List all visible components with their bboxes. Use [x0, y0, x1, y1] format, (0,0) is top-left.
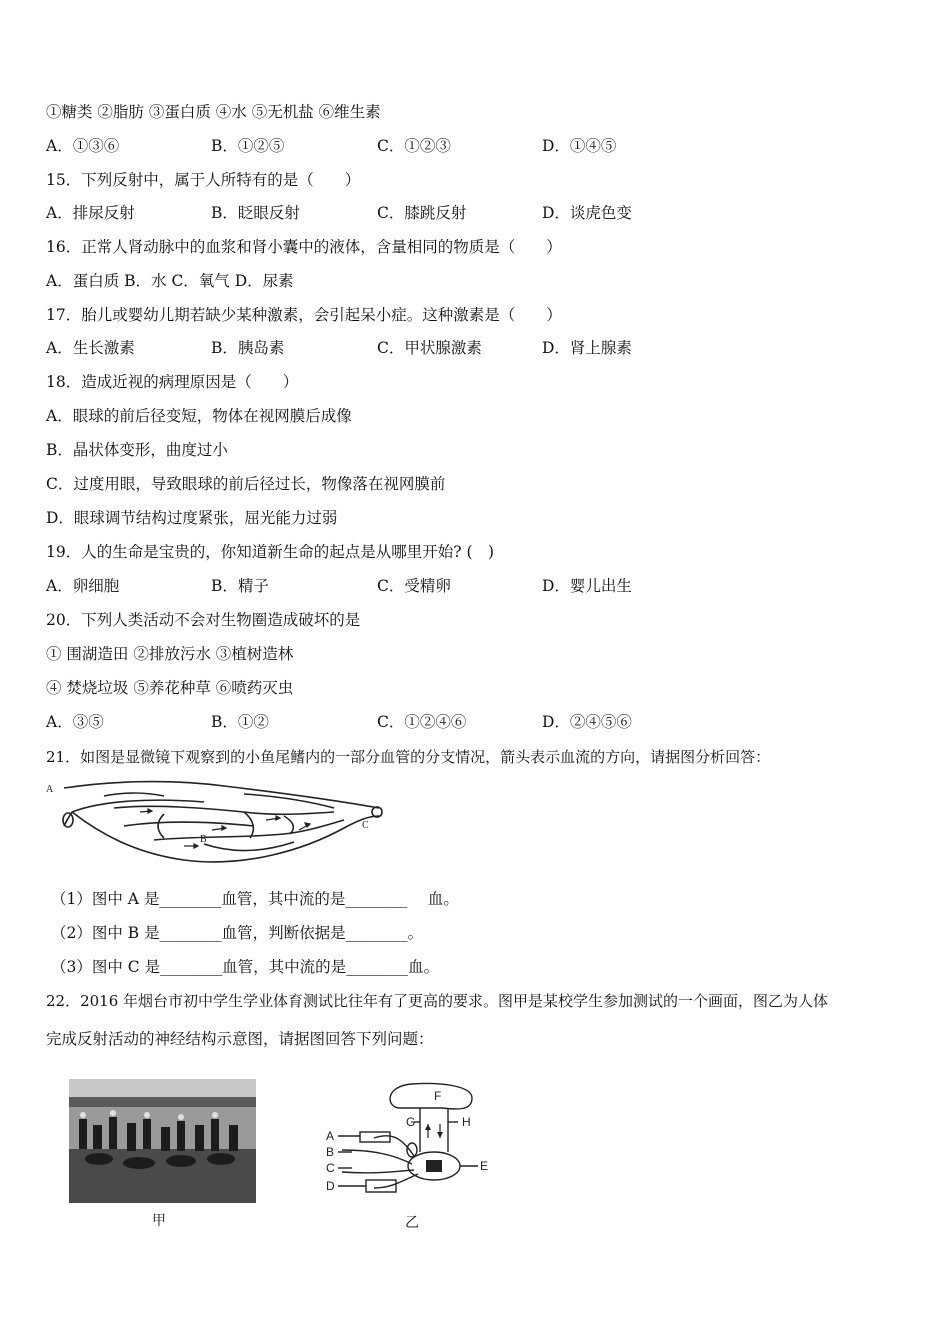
q18-option-b: B．晶状体变形，曲度过小 [46, 441, 228, 459]
q17-option-d: D．肾上腺素 [542, 339, 632, 357]
q15-stem: 15．下列反射中，属于人所特有的是（ ） [46, 171, 361, 189]
q22-stem-line-2: 完成反射活动的神经结构示意图，请据图回答下列问题： [46, 1030, 434, 1048]
blood-vessel-figure [44, 778, 389, 868]
reflex-arc-diagram [322, 1080, 502, 1210]
q20-option-c: C．①②④⑥ [377, 713, 467, 731]
sports-test-photo [69, 1079, 256, 1203]
q20-stem: 20．下列人类活动不会对生物圈造成破坏的是 [46, 611, 361, 629]
q15-option-a: A．排尿反射 [46, 204, 135, 222]
q22-stem-line-1: 22．2016 年烟台市初中学生学业体育测试比往年有了更高的要求。图甲是某校学生参加测试的一个画面，图乙为人体 [46, 992, 829, 1010]
label-c: C [326, 1161, 335, 1175]
q17-stem: 17．胎儿或婴幼儿期若缺少某种激素，会引起呆小症。这种激素是（ ） [46, 306, 562, 324]
label-e: E [480, 1159, 489, 1173]
q14-option-a: A．①③⑥ [46, 137, 120, 155]
blood-vessel-diagram [44, 778, 389, 868]
q20-option-d: D．②④⑤⑥ [542, 713, 632, 731]
q21-stem: 21．如图是显微镜下观察到的小鱼尾鳍内的一部分血管的分支情况，箭头表示血流的方向，请据图分析回答： [46, 748, 771, 766]
q15-option-d: D．谈虎色变 [542, 204, 632, 222]
q19-stem: 19．人的生命是宝贵的，你知道新生命的起点是从哪里开始? ( ) [46, 543, 495, 561]
q17-option-a: A．生长激素 [46, 339, 135, 357]
q19-option-d: D．婴儿出生 [542, 577, 632, 595]
label-a: A [326, 1129, 335, 1143]
label-f: F [434, 1089, 442, 1103]
q18-option-c: C．过度用眼，导致眼球的前后径过长，物像落在视网膜前 [46, 475, 446, 493]
label-h: H [462, 1115, 471, 1129]
label-a: A [46, 784, 54, 795]
reflex-arc-svg [322, 1080, 502, 1210]
q14-option-b: B．①②⑤ [211, 137, 285, 155]
q15-option-b: B．眨眼反射 [211, 204, 300, 222]
caption-yi: 乙 [405, 1215, 419, 1231]
q20-option-b: B．①② [211, 713, 269, 731]
q16-options: A．蛋白质 B．水 C．氧气 D．尿素 [46, 272, 294, 290]
q17-option-c: C．甲状腺激素 [377, 339, 482, 357]
q21-sub-1: （1）图中 A 是________血管，其中流的是________ 血。 [51, 890, 459, 908]
nutrient-list: ①糖类 ②脂肪 ③蛋白质 ④水 ⑤无机盐 ⑥维生素 [46, 103, 381, 121]
q15-option-c: C．膝跳反射 [377, 204, 467, 222]
q16-stem: 16．正常人肾动脉中的血浆和肾小囊中的液体，含量相同的物质是（ ） [46, 238, 562, 256]
q20-option-a: A．③⑤ [46, 713, 104, 731]
q20-items-1: ① 围湖造田 ②排放污水 ③植树造林 [46, 645, 294, 663]
q17-option-b: B．胰岛素 [211, 339, 285, 357]
q18-stem: 18．造成近视的病理原因是（ ） [46, 373, 299, 391]
q20-items-2: ④ 焚烧垃圾 ⑤养花种草 ⑥喷药灭虫 [46, 679, 294, 697]
label-c: C [362, 820, 369, 831]
label-d: D [326, 1179, 335, 1193]
caption-jia: 甲 [152, 1213, 166, 1229]
photo-jia [69, 1079, 256, 1203]
label-b: B [326, 1145, 335, 1159]
q19-option-c: C．受精卵 [377, 577, 451, 595]
q19-option-a: A．卵细胞 [46, 577, 120, 595]
q19-option-b: B．精子 [211, 577, 269, 595]
q21-sub-2: （2）图中 B 是________血管，判断依据是________。 [51, 924, 424, 942]
q18-option-a: A．眼球的前后径变短，物体在视网膜后成像 [46, 407, 352, 425]
label-b: B [200, 834, 207, 845]
q14-option-d: D．①④⑤ [542, 137, 617, 155]
q14-option-c: C．①②③ [377, 137, 451, 155]
label-g: G [406, 1115, 416, 1129]
q21-sub-3: （3）图中 C 是________血管，其中流的是________血。 [51, 958, 440, 976]
q18-option-d: D．眼球调节结构过度紧张，屈光能力过弱 [46, 509, 338, 527]
